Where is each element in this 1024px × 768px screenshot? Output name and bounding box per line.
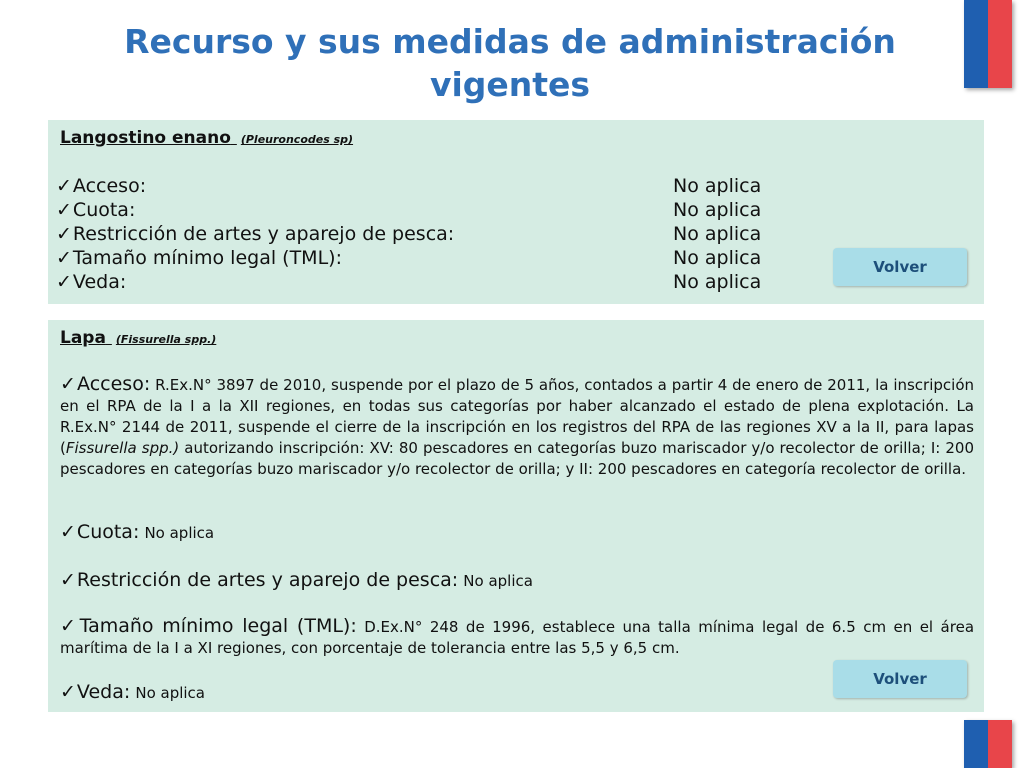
measure-tml: [60, 616, 974, 659]
checkmark-icon: ✓: [60, 521, 76, 543]
species-scientific-name: (Fissurella spp.): [115, 333, 217, 346]
measure-label: Cuota:: [72, 199, 136, 221]
checkmark-icon: ✓: [56, 199, 72, 221]
measure-row-acceso: [56, 174, 762, 198]
checkmark-icon: ✓: [56, 271, 72, 293]
measure-value: No aplica: [673, 199, 762, 221]
species-heading: [60, 328, 216, 348]
measure-row-veda: [56, 270, 762, 294]
checkmark-icon: ✓: [60, 681, 76, 703]
measure-label: Acceso:: [77, 373, 151, 395]
measure-text: D.Ex.N° 248 de 1996, establece una talla mínima legal de 6.5 cm en el área marítima de la I a XI regiones, con porcentaje de tolerancia entre las 5,5 y 6,5 cm.: [60, 618, 975, 657]
measure-value: No aplica: [673, 247, 762, 269]
species-heading: [60, 128, 353, 148]
measure-text: R.Ex.N° 3897 de 2010, suspende por el plazo de 5 años, contados a partir 4 de enero de 2011, la inscripción en el RPA de la I a la XII regiones, en todas sus categorías por haber alcanzado el estado de plena explotación. La R.Ex.N° 2144 de 2011, suspende el cierre de la inscripción en los registros del RPA de las regiones XV a la II, para lapas (: [60, 376, 975, 457]
measure-row-restriccion: [56, 222, 762, 246]
panel-lapa: [48, 320, 984, 712]
measure-text-italic: Fissurella spp.): [65, 439, 180, 457]
measure-label: Veda:: [76, 681, 131, 703]
species-scientific-name: (Pleuroncodes sp): [240, 133, 354, 146]
measure-label: Restricción de artes y aparejo de pesca:: [72, 223, 455, 245]
measure-value: No aplica: [673, 223, 762, 245]
volver-button[interactable]: Volver: [833, 660, 967, 698]
measure-label: Restricción de artes y aparejo de pesca:: [76, 569, 459, 591]
checkmark-icon: ✓: [60, 373, 77, 395]
checkmark-icon: ✓: [60, 569, 76, 591]
measure-value: No aplica: [673, 175, 762, 197]
measure-label: Veda:: [72, 271, 127, 293]
measure-value: No aplica: [144, 524, 215, 542]
measure-value: No aplica: [673, 271, 762, 293]
measure-value: No aplica: [135, 684, 205, 702]
volver-button[interactable]: Volver: [833, 248, 967, 286]
checkmark-icon: ✓: [56, 247, 72, 269]
measure-label: Cuota:: [76, 521, 140, 543]
checkmark-icon: ✓: [56, 223, 72, 245]
measure-label: Acceso:: [72, 175, 147, 197]
measure-restriccion: [60, 568, 974, 593]
chile-flag-logo-bottom: [964, 720, 1012, 768]
measure-acceso: [60, 374, 974, 480]
measure-label: Tamaño mínimo legal (TML):: [72, 247, 342, 269]
chile-flag-logo-top: [964, 0, 1012, 88]
slide-title: Recurso y sus medidas de administración vigentes: [124, 22, 896, 104]
measure-cuota: [60, 520, 974, 545]
measure-row-tml: [56, 246, 762, 270]
species-name: Lapa: [60, 328, 106, 348]
measure-text-cont: autorizando inscripción: XV: 80 pescadores en categorías buzo mariscador y/o recolector de orilla; I: 200 pescadores en categorías buzo mariscador y/o recolector de orilla; y II: 200 pescadores en categoría recolector de orilla.: [60, 439, 974, 478]
measure-label: Tamaño mínimo legal (TML):: [79, 615, 357, 637]
species-name: Langostino enano: [60, 128, 231, 148]
measure-value: No aplica: [463, 572, 533, 590]
checkmark-icon: ✓: [56, 175, 72, 197]
measure-row-cuota: [56, 198, 762, 222]
checkmark-icon: ✓: [60, 615, 79, 637]
